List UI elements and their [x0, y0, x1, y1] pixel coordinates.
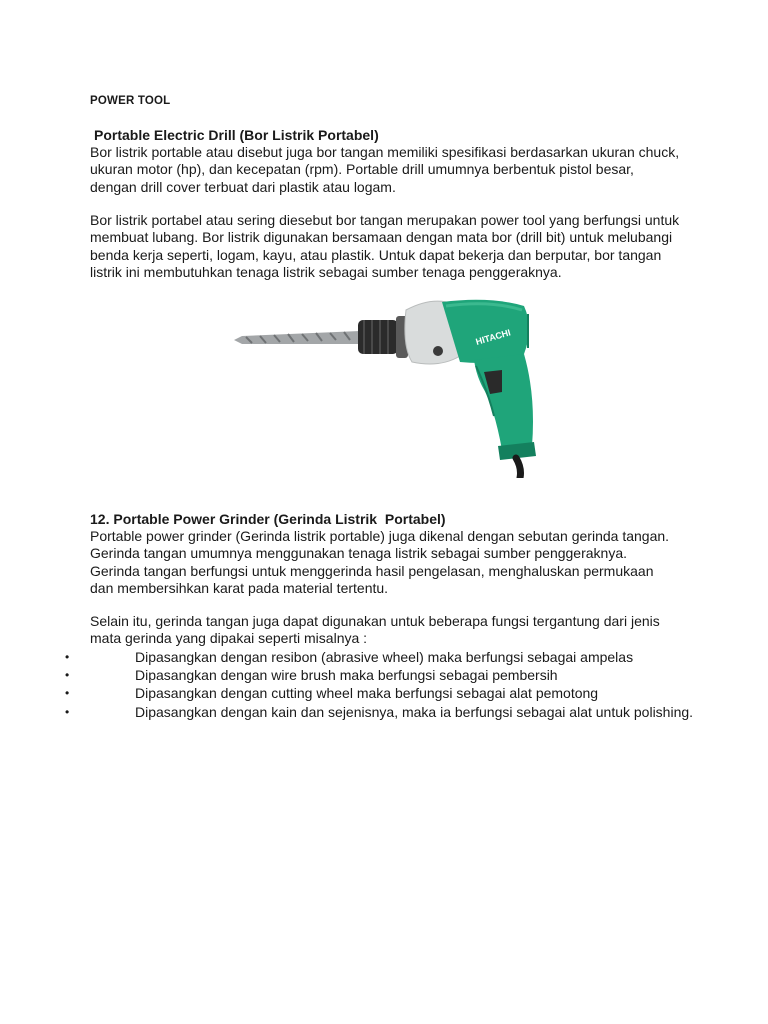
bullet-icon: • — [65, 704, 70, 719]
list-item-text: Dipasangkan dengan wire brush maka berfungsi sebagai pembersih — [135, 667, 558, 684]
grinder-paragraph-2: Selain itu, gerinda tangan juga dapat digunakan untuk beberapa fungsi tergantung dari jenis mata gerinda yang dipakai seperti misalnya : — [90, 613, 660, 647]
drill-chuck — [358, 316, 408, 358]
drill-power-cord — [516, 458, 521, 478]
drill-paragraph-2: Bor listrik portabel atau sering diesebut bor tangan merupakan power tool yang berfungsi untuk membuat lubang. Bor listrik digunakan bersamaan dengan mata bor (drill bit) untuk melubangi benda kerja seperti, logam, kayu, atau plastik. Untuk dapat bekerja dan berputar, bor tangan listrik ini membutuhkan tenaga listrik sebagai sumber tenaga penggeraknya. — [90, 212, 680, 280]
list-item — [0, 684, 700, 702]
list-item-text: Dipasangkan dengan resibon (abrasive wheel) maka berfungsi sebagai ampelas — [135, 649, 634, 665]
list-item — [0, 666, 700, 684]
drill-section-title: Portable Electric Drill (Bor Listrik Portabel) — [94, 127, 379, 143]
list-item — [0, 648, 700, 666]
list-item-text: Dipasangkan dengan kain dan sejenisnya, maka ia berfungsi sebagai alat untuk polishing. — [135, 703, 694, 720]
drill-handle — [474, 354, 533, 450]
grinder-uses-list — [0, 648, 700, 721]
drill-bit — [234, 331, 360, 344]
grinder-paragraph-1: Portable power grinder (Gerinda listrik portable) juga dikenal dengan sebutan gerinda tangan. Gerinda tangan umumnya menggunakan tenaga listrik sebagai sumber penggeraknya. Gerinda tangan berfungsi untuk menggerinda hasil pengelasan, menghaluskan permukaan dan membersihkan karat pada material tertentu. — [90, 528, 670, 596]
grinder-section-title: 12. Portable Power Grinder (Gerinda Listrik Portabel) — [90, 511, 446, 527]
list-item — [0, 703, 700, 721]
drill-brand-logo: HITACHI — [474, 327, 512, 347]
drill-paragraph-1: Bor listrik portable atau disebut juga bor tangan memiliki spesifikasi berdasarkan ukuran chuck, ukuran motor (hp), dan kecepatan (rpm). Portable drill umumnya berbentuk pistol besar, dengan drill cover terbuat dari plastik atau logam. — [90, 144, 680, 195]
list-item-text: Dipasangkan dengan cutting wheel maka berfungsi sebagai alat pemotong — [135, 685, 599, 702]
bullet-icon: • — [65, 668, 70, 683]
bullet-icon: • — [65, 650, 70, 664]
electric-drill-image — [232, 296, 542, 478]
document-heading: POWER TOOL — [90, 95, 171, 107]
bullet-icon: • — [65, 686, 70, 701]
